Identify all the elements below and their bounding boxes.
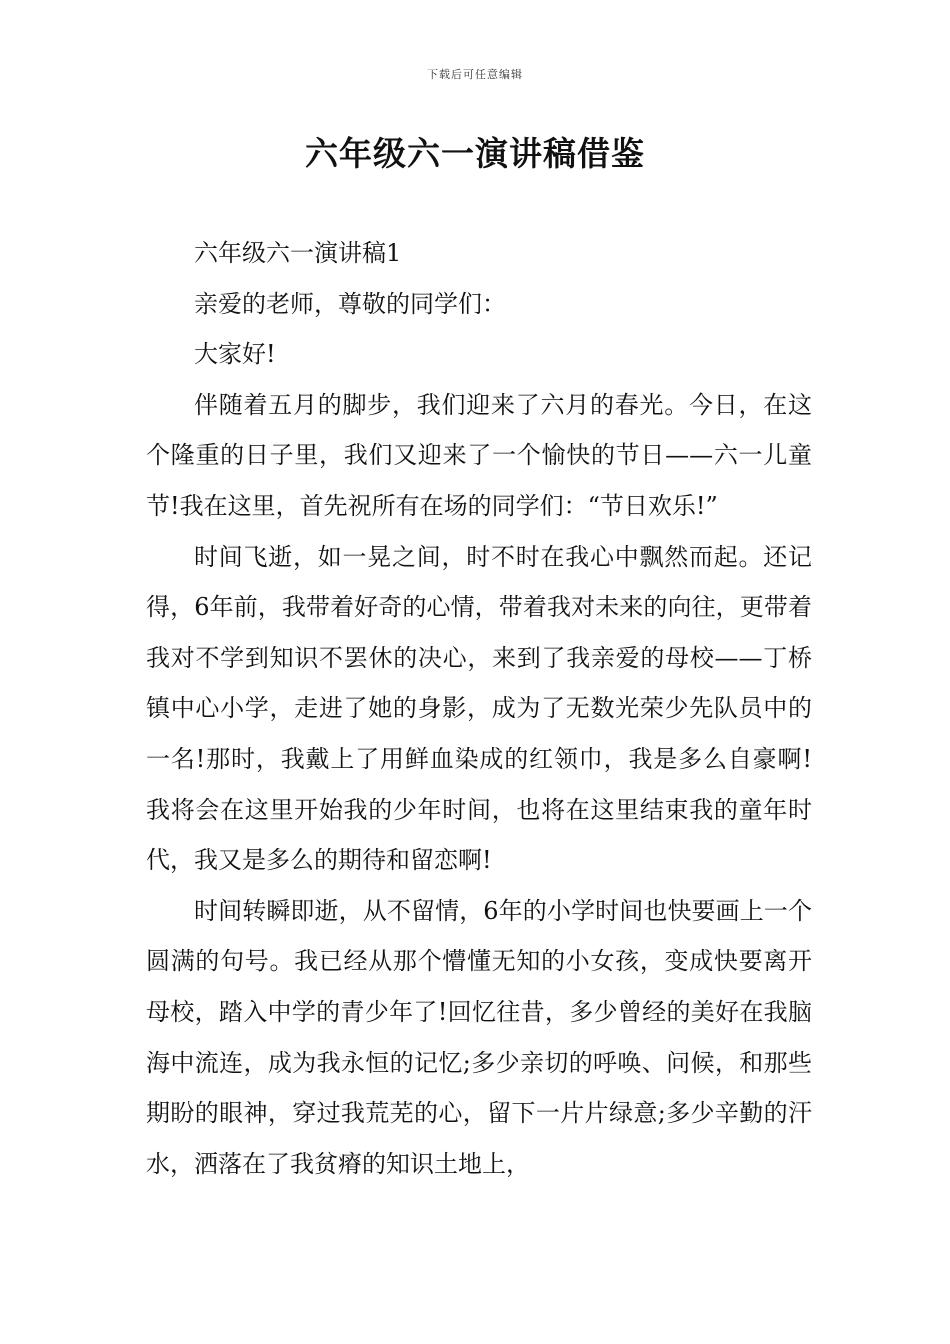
paragraph-body: 伴随着五月的脚步，我们迎来了六月的春光。今日，在这个隆重的日子里，我们又迎来了一个愉快的节日——六一儿童节!我在这里，首先祝所有在场的同学们：“节日欢乐!” bbox=[146, 390, 812, 520]
paragraph-body: 时间转瞬即逝，从不留情，6年的小学时间也快要画上一个圆满的句号。我已经从那个懵懂无知的小女孩，变成快要离开母校，踏入中学的青少年了!回忆往昔，多少曾经的美好在我脑海中流连，成为我永恒的记忆;多少亲切的呼唤、问候，和那些期盼的眼神，穿过我荒芜的心，留下一片片绿意;多少辛勤的汗水，洒落在了我贫瘠的知识土地上， bbox=[146, 896, 812, 1178]
header-note: 下载后可任意编辑 bbox=[427, 68, 523, 81]
document-body bbox=[146, 228, 812, 1189]
paragraph-body: 时间飞逝，如一晃之间，时不时在我心中飘然而起。还记得，6年前，我带着好奇的心情，带着我对未来的向往，更带着我对不学到知识不罢休的决心，来到了我亲爱的母校——丁桥镇中心小学，走进了她的身影，成为了无数光荣少先队员中的一名!那时，我戴上了用鲜血染成的红领巾，我是多么自豪啊!我将会在这里开始我的少年时间，也将在这里结束我的童年时代，我又是多么的期待和留恋啊! bbox=[146, 542, 812, 875]
paragraph-greeting: 大家好! bbox=[194, 340, 276, 369]
paragraph-salutation: 亲爱的老师，尊敬的同学们： bbox=[194, 289, 506, 318]
paragraph-heading: 六年级六一演讲稿1 bbox=[194, 239, 402, 267]
document-title: 六年级六一演讲稿借鉴 bbox=[305, 134, 645, 173]
